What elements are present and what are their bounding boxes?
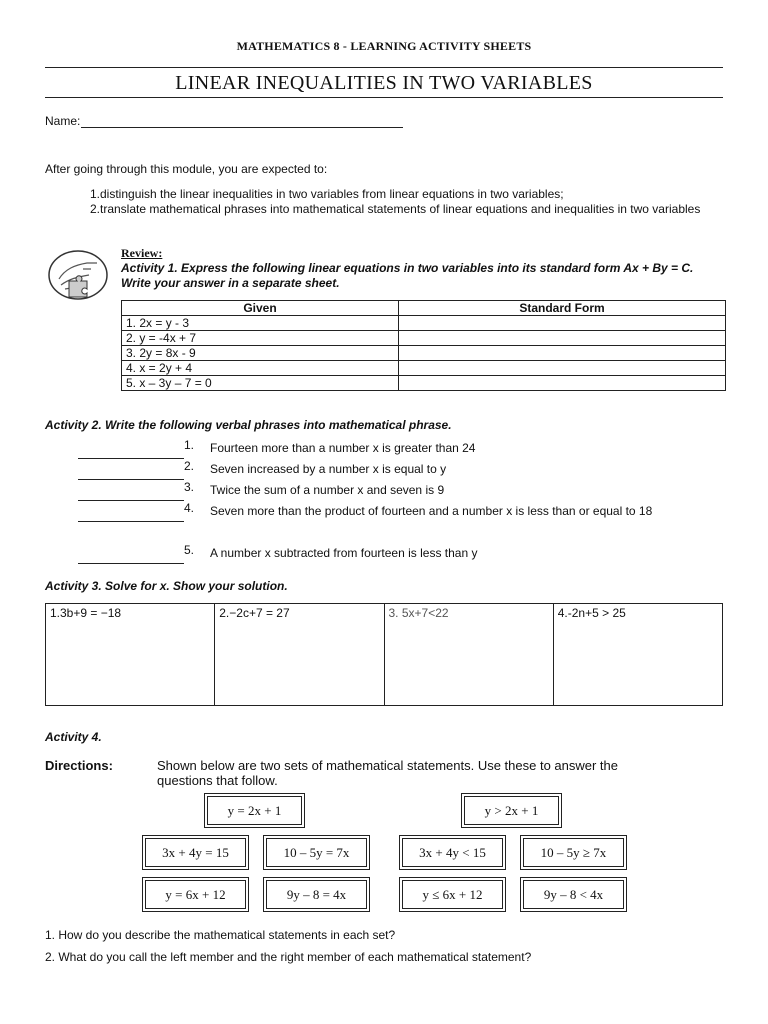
set1-statement: y = 6x + 12 [142,877,249,912]
set2-top-statement: y > 2x + 1 [461,793,562,828]
given-cell: 5. x – 3y – 7 = 0 [122,376,399,391]
answer-blank[interactable] [78,447,184,459]
set2-statement: 10 – 5y ≥ 7x [520,835,627,870]
given-cell: 4. x = 2y + 4 [122,361,399,376]
set1-statement: 9y – 8 = 4x [263,877,370,912]
answer-cell[interactable] [399,316,726,331]
activity2-heading: Activity 2. Write the following verbal phrases into mathematical phrase. [45,418,452,432]
given-cell: 1. 2x = y - 3 [122,316,399,331]
name-blank[interactable] [81,116,403,128]
set1-top-statement: y = 2x + 1 [204,793,305,828]
answer-blank[interactable] [78,510,184,522]
divider-bottom [45,97,723,98]
set2-statement: 9y – 8 < 4x [520,877,627,912]
answer-blank[interactable] [78,489,184,501]
problem-cell[interactable]: 1.3b+9 = −18 [46,604,215,706]
answer-cell[interactable] [399,361,726,376]
directions-text: Shown below are two sets of mathematical statements. Use these to answer the questions that follow. [157,758,619,788]
objective-1: 1.distinguish the linear inequalities in two variables from linear equations in two variables; [90,187,564,201]
list-item: 2. Seven increased by a number x is equal to y [78,459,728,480]
problem-cell[interactable]: 3. 5x+7<22 [384,604,553,706]
directions-label: Directions: [45,758,113,773]
table-row [122,331,726,346]
question-2: 2. What do you call the left member and the right member of each mathematical statement? [45,950,532,964]
table-header-row [122,301,726,316]
activity3-heading: Activity 3. Solve for x. Show your solution. [45,579,288,593]
table-row [122,376,726,391]
question-1: 1. How do you describe the mathematical statements in each set? [45,928,396,942]
list-item: 5. A number x subtracted from fourteen is less than y [78,543,728,564]
answer-cell[interactable] [399,376,726,391]
objective-2: 2.translate mathematical phrases into mathematical statements of linear equations and inequalities in two variables [90,202,701,216]
set1-statement: 10 – 5y = 7x [263,835,370,870]
table-row [122,316,726,331]
activity1-heading: Activity 1. Express the following linear equations in two variables into its standard form Ax + By = C. Write your answer in a separate sheet. [121,261,694,290]
puzzle-hand-icon [47,249,109,301]
list-item: 4. Seven more than the product of fourteen and a number x is less than or equal to 18 [78,501,728,522]
answer-cell[interactable] [399,331,726,346]
set2-statement: 3x + 4y < 15 [399,835,506,870]
set1-statement: 3x + 4y = 15 [142,835,249,870]
intro-text: After going through this module, you are expected to: [45,162,328,176]
col-given: Given [122,301,399,316]
list-item: 1. Fourteen more than a number x is greater than 24 [78,438,728,459]
name-field[interactable] [45,114,403,128]
name-label: Name: [45,114,81,128]
activity4-heading: Activity 4. [45,730,102,744]
answer-cell[interactable] [399,346,726,361]
answer-blank[interactable] [78,468,184,480]
activity3-table [45,603,723,706]
divider-top [45,67,723,68]
review-label: Review: [121,246,163,260]
given-cell: 3. 2y = 8x - 9 [122,346,399,361]
set2-statement: y ≤ 6x + 12 [399,877,506,912]
problem-cell[interactable]: 2.−2c+7 = 27 [215,604,384,706]
given-cell: 2. y = -4x + 7 [122,331,399,346]
table-row [122,346,726,361]
table-row [122,361,726,376]
problem-cell[interactable]: 4.-2n+5 > 25 [553,604,722,706]
course-header: MATHEMATICS 8 - LEARNING ACTIVITY SHEETS [236,39,532,53]
list-item: 3. Twice the sum of a number x and seven is 9 [78,480,728,501]
activity1-table [121,300,726,391]
col-standard-form: Standard Form [399,301,726,316]
page-title: LINEAR INEQUALITIES IN TWO VARIABLES [175,72,593,94]
answer-blank[interactable] [78,552,184,564]
